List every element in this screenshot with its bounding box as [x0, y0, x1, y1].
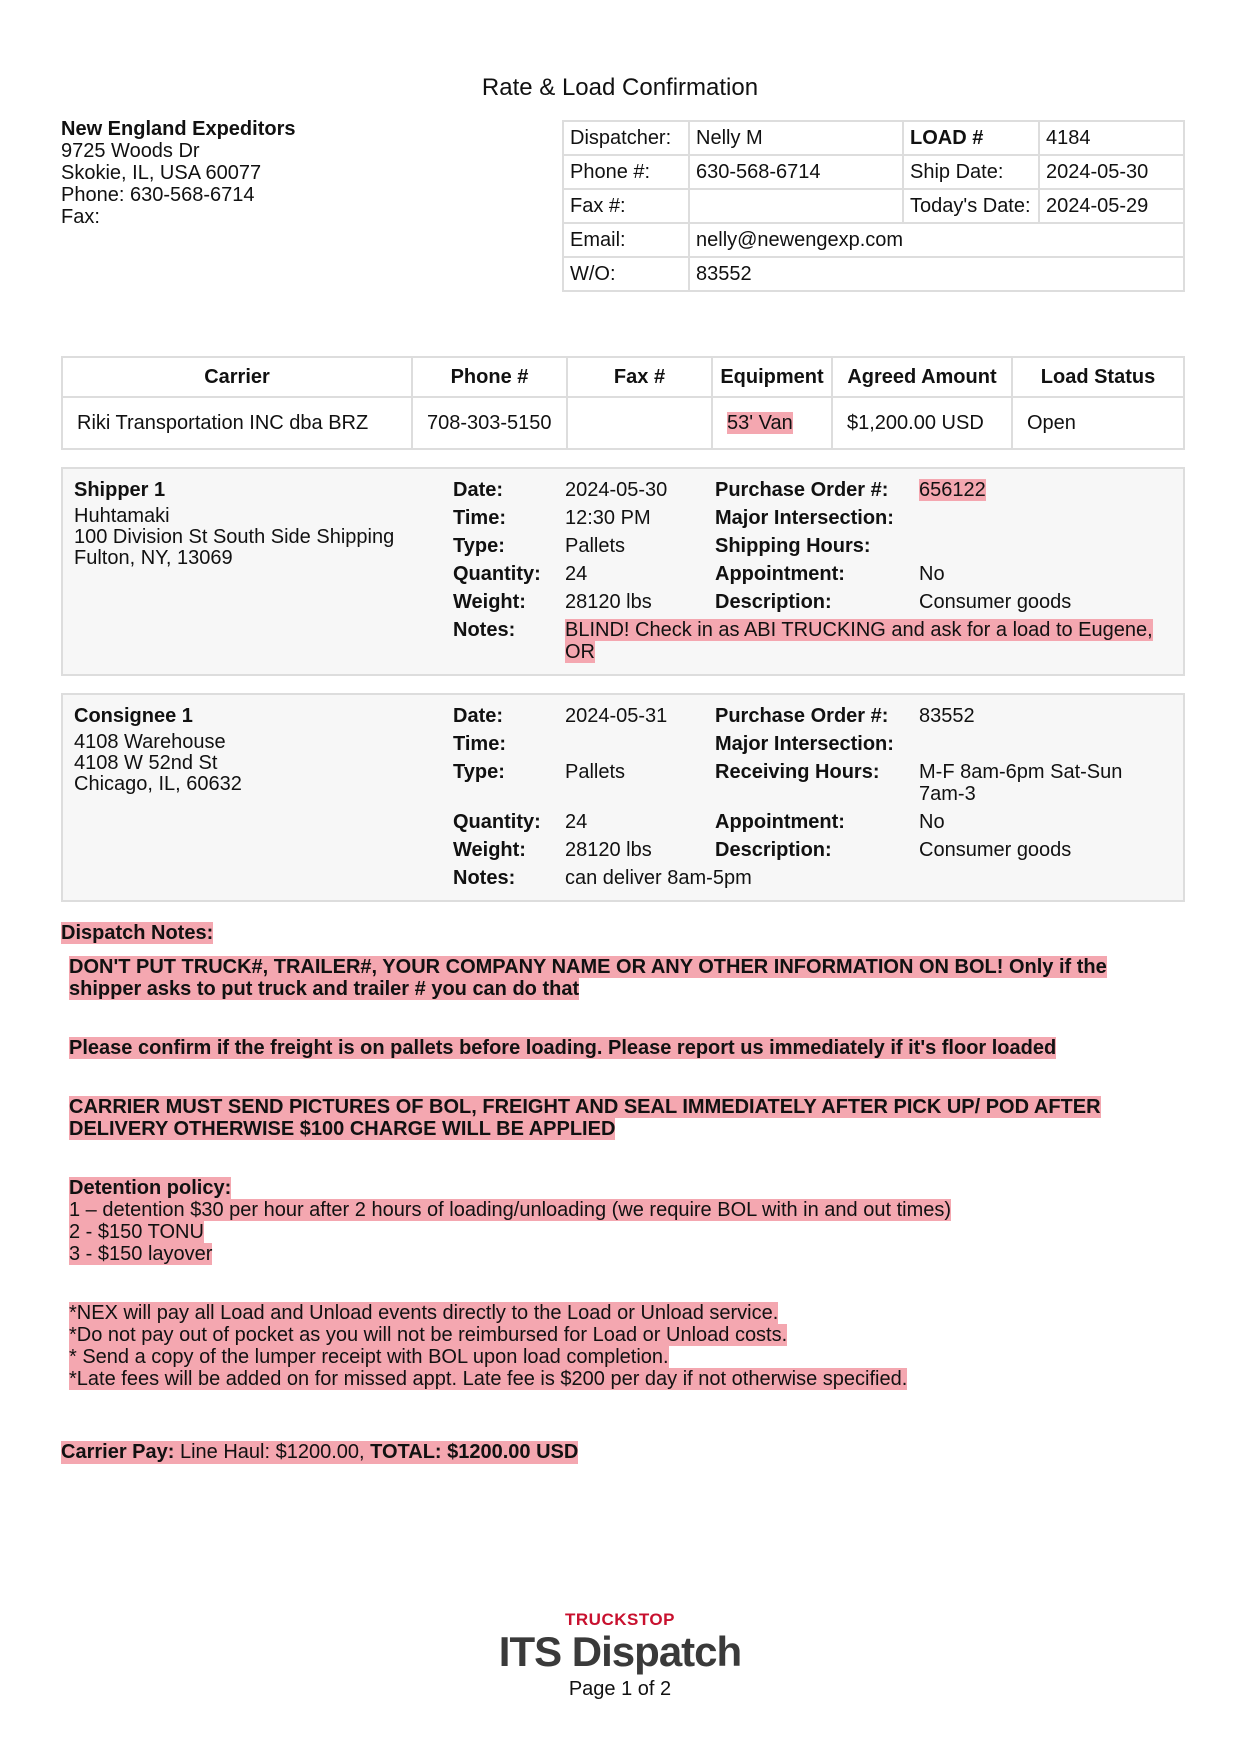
- company-phone: Phone: 630-568-6714: [61, 184, 255, 206]
- consignee-po: 83552: [919, 705, 975, 727]
- consignee-intersection-label: Major Intersection:: [715, 733, 894, 755]
- shipper-date: 2024-05-30: [565, 479, 668, 501]
- shipper-notes-label: Notes:: [453, 619, 516, 641]
- carrier-phone: 708-303-5150: [412, 397, 567, 449]
- pallets-note-text: Please confirm if the freight is on pallets before loading. Please report us immediately if it's floor loaded: [69, 1037, 1057, 1059]
- load-status-header: Load Status: [1012, 357, 1184, 397]
- company-name: New England Expeditors: [61, 118, 296, 140]
- company-fax: Fax:: [61, 206, 100, 228]
- todays-date-value: 2024-05-29: [1039, 189, 1184, 223]
- shipper-weight: 28120 lbs: [565, 591, 652, 613]
- carrier-pay: [61, 1441, 578, 1464]
- dispatch-notes-label: Dispatch Notes:: [61, 922, 214, 944]
- detention-policy: [69, 1177, 1185, 1265]
- carrier-table-header: [62, 357, 1184, 397]
- consignee-date: 2024-05-31: [565, 705, 668, 727]
- carrier-fax: [567, 397, 712, 449]
- consignee-appointment: No: [919, 811, 945, 833]
- phone-label: Phone #:: [563, 155, 689, 189]
- lumper-line2: *Do not pay out of pocket as you will not be reimbursed for Load or Unload costs.: [69, 1324, 788, 1346]
- lumper-line1: *NEX will pay all Load and Unload events directly to the Load or Unload service.: [69, 1302, 779, 1324]
- consignee-notes-label: Notes:: [453, 867, 516, 889]
- fax-header: Fax #: [567, 357, 712, 397]
- agreed-amount-header: Agreed Amount: [832, 357, 1012, 397]
- shipper-intersection-label: Major Intersection:: [715, 507, 894, 529]
- todays-date-label: Today's Date:: [903, 189, 1039, 223]
- consignee-title: Consignee 1: [74, 705, 193, 727]
- agreed-amount: $1,200.00 USD: [832, 397, 1012, 449]
- page-number: Page 1 of 2: [568, 1678, 672, 1700]
- consignee-weight: 28120 lbs: [565, 839, 652, 861]
- shipper-notes-line2: OR: [565, 641, 595, 663]
- lumper-line4: *Late fees will be added on for missed appt. Late fee is $200 per day if not otherwise specified.: [69, 1368, 908, 1390]
- truckstop-logo-text: TRUCKSTOP: [565, 1610, 675, 1629]
- consignee-type-label: Type:: [453, 761, 505, 783]
- work-order-label: W/O:: [563, 257, 689, 291]
- bol-warning-line1: DON'T PUT TRUCK#, TRAILER#, YOUR COMPANY NAME OR ANY OTHER INFORMATION ON BOL! Only if the: [69, 956, 1107, 978]
- shipper-weight-label: Weight:: [453, 591, 526, 613]
- shipper-time-label: Time:: [453, 507, 506, 529]
- shipper-type-label: Type:: [453, 535, 505, 557]
- shipper-time: 12:30 PM: [565, 507, 651, 529]
- consignee-hours: [919, 761, 1122, 805]
- shipper-po-label: Purchase Order #:: [715, 479, 889, 501]
- equipment-cell: [712, 397, 832, 449]
- consignee-quantity-label: Quantity:: [453, 811, 541, 833]
- email-label: Email:: [563, 223, 689, 257]
- carrier-pay-label: Carrier Pay:: [61, 1441, 175, 1463]
- shipper-city: Fulton, NY, 13069: [74, 547, 233, 569]
- ship-date-value: 2024-05-30: [1039, 155, 1184, 189]
- line-haul: Line Haul: $1200.00,: [174, 1441, 371, 1463]
- pallets-note: [69, 1037, 1185, 1059]
- shipper-address: 100 Division St South Side Shipping: [74, 526, 395, 548]
- shipper-notes-line1: BLIND! Check in as ABI TRUCKING and ask for a load to Eugene,: [565, 619, 1153, 641]
- pictures-note-line1: CARRIER MUST SEND PICTURES OF BOL, FREIGHT AND SEAL IMMEDIATELY AFTER PICK UP/ POD AFTER: [69, 1096, 1101, 1118]
- pictures-note: [69, 1096, 1185, 1140]
- bol-warning-note: [69, 956, 1185, 1000]
- fax-label: Fax #:: [563, 189, 689, 223]
- shipper-type: Pallets: [565, 535, 626, 557]
- load-number-value: 4184: [1039, 121, 1184, 155]
- consignee-hours-line2: 7am-3: [919, 783, 976, 805]
- consignee-weight-label: Weight:: [453, 839, 526, 861]
- consignee-address: 4108 W 52nd St: [74, 752, 218, 774]
- pictures-note-line2: DELIVERY OTHERWISE $100 CHARGE WILL BE APPLIED: [69, 1118, 616, 1140]
- pay-total: TOTAL: $1200.00 USD: [370, 1441, 579, 1463]
- consignee-type: Pallets: [565, 761, 626, 783]
- consignee-notes: can deliver 8am-5pm: [565, 867, 752, 889]
- company-block: [61, 118, 295, 228]
- consignee-po-label: Purchase Order #:: [715, 705, 889, 727]
- dispatcher-info-table: [562, 120, 1185, 292]
- dispatcher-value: Nelly M: [689, 121, 903, 155]
- shipper-description: Consumer goods: [919, 591, 1072, 613]
- shipper-po-cell: [919, 479, 986, 501]
- consignee-hours-label: Receiving Hours:: [715, 761, 880, 783]
- shipper-name: Huhtamaki: [74, 505, 170, 527]
- consignee-description: Consumer goods: [919, 839, 1072, 861]
- shipper-appointment-label: Appointment:: [715, 563, 845, 585]
- shipper-panel: [61, 467, 1185, 676]
- shipper-title: Shipper 1: [74, 479, 166, 501]
- consignee-name: 4108 Warehouse: [74, 731, 226, 753]
- its-dispatch-logo: ITS Dispatch: [498, 1628, 742, 1675]
- detention-line3: 3 - $150 layover: [69, 1243, 213, 1265]
- shipper-notes: [565, 619, 1165, 663]
- detention-line2: 2 - $150 TONU: [69, 1221, 204, 1243]
- ship-date-label: Ship Date:: [903, 155, 1039, 189]
- phone-header: Phone #: [412, 357, 567, 397]
- detention-line1: 1 – detention $30 per hour after 2 hours of loading/unloading (we require BOL with in and out times): [69, 1199, 952, 1221]
- carrier-header: Carrier: [62, 357, 412, 397]
- consignee-description-label: Description:: [715, 839, 832, 861]
- consignee-appointment-label: Appointment:: [715, 811, 845, 833]
- shipper-appointment: No: [919, 563, 945, 585]
- footer: [0, 1610, 1240, 1701]
- fax-value: [689, 189, 903, 223]
- company-address-line2: Skokie, IL, USA 60077: [61, 162, 262, 184]
- bol-warning-line2: shipper asks to put truck and trailer # you can do that: [69, 978, 580, 1000]
- shipper-date-label: Date:: [453, 479, 504, 501]
- email-value: nelly@newengexp.com: [689, 223, 1184, 257]
- shipper-quantity: 24: [565, 563, 588, 585]
- lumper-policy: [69, 1302, 1185, 1390]
- work-order-value: 83552: [689, 257, 1184, 291]
- consignee-time-label: Time:: [453, 733, 506, 755]
- consignee-city: Chicago, IL, 60632: [74, 773, 242, 795]
- load-status: Open: [1012, 397, 1184, 449]
- dispatch-notes: [61, 922, 1185, 1390]
- consignee-quantity: 24: [565, 811, 588, 833]
- shipper-po: 656122: [919, 479, 986, 501]
- shipper-description-label: Description:: [715, 591, 832, 613]
- dispatcher-label: Dispatcher:: [563, 121, 689, 155]
- shipper-hours-label: Shipping Hours:: [715, 535, 871, 557]
- phone-value: 630-568-6714: [689, 155, 903, 189]
- carrier-name: Riki Transportation INC dba BRZ: [62, 397, 412, 449]
- equipment-value: 53' Van: [727, 411, 793, 434]
- consignee-date-label: Date:: [453, 705, 504, 727]
- equipment-header: Equipment: [712, 357, 832, 397]
- document-title: Rate & Load Confirmation: [481, 74, 759, 101]
- shipper-quantity-label: Quantity:: [453, 563, 541, 585]
- table-row: [62, 397, 1184, 449]
- carrier-table: [61, 356, 1185, 450]
- company-address-line1: 9725 Woods Dr: [61, 140, 200, 162]
- consignee-hours-line1: M-F 8am-6pm Sat-Sun: [919, 761, 1123, 783]
- load-number-label: LOAD #: [903, 121, 1039, 155]
- lumper-line3: * Send a copy of the lumper receipt with BOL upon load completion.: [69, 1346, 669, 1368]
- consignee-panel: [61, 693, 1185, 902]
- detention-policy-title: Detention policy:: [69, 1177, 232, 1199]
